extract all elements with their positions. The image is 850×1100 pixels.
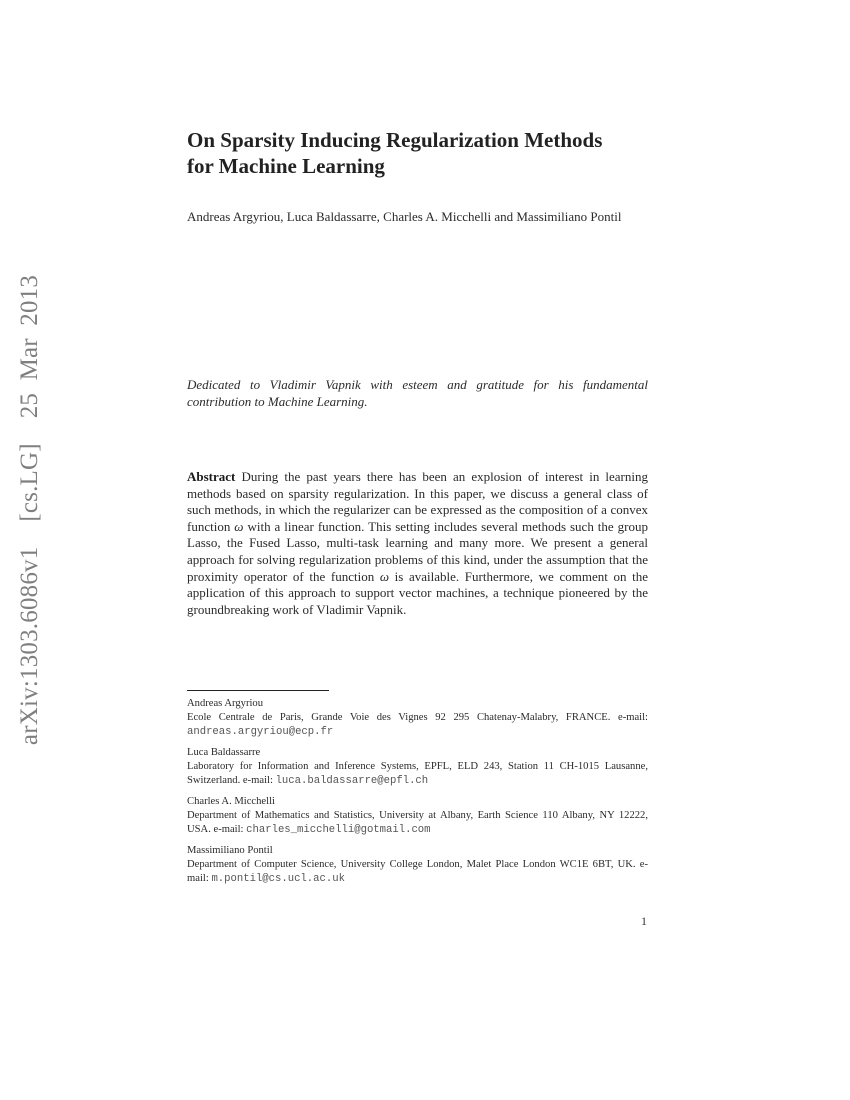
omega-symbol: ω [234, 518, 244, 534]
author-list: Andreas Argyriou, Luca Baldassarre, Charles A. Micchelli and Massimiliano Pontil [187, 209, 622, 224]
affiliation-address: Department of Mathematics and Statistics, University at Albany, Earth Science 110 Albany, NY 12222, USA. e-mail: [187, 810, 648, 835]
dedication: Dedicated to Vladimir Vapnik with esteem and gratitude for his fundamental contribution to Machine Learning. [187, 377, 648, 409]
affiliation-name: Massimiliano Pontil [187, 845, 273, 856]
arxiv-stamp-text [16, 275, 44, 745]
arxiv-category: [cs.LG] [16, 443, 43, 522]
email-link[interactable]: m.pontil@cs.ucl.ac.uk [211, 873, 345, 885]
affiliation-pontil [187, 844, 648, 886]
email-link[interactable]: charles_micchelli@gotmail.com [246, 824, 431, 836]
abstract-text-2: with a linear function. This setting includes several methods such the group Lasso, the Fused Lasso, multi-task learning and many more. We present a general approach for solving regularization problems of this kind, under the assumption that the proximity operator of the function [187, 518, 648, 584]
abstract-text-1: During the past years there has been an explosion of interest in learning methods based on sparsity regularization. In this paper, we discuss a general class of such methods, in which the regularizer can be expressed as the composition of a convex function [187, 469, 648, 534]
affiliation-name: Luca Baldassarre [187, 747, 261, 758]
arxiv-identifier: arXiv:1303.6086v1 [16, 546, 43, 746]
author-affiliations [187, 697, 648, 893]
title-line-1: On Sparsity Inducing Regularization Methods [187, 128, 603, 152]
affiliation-address: Ecole Centrale de Paris, Grande Voie des Vignes 92 295 Chatenay-Malabry, FRANCE. e-mail: [187, 712, 648, 723]
arxiv-date: 25 Mar 2013 [16, 274, 43, 419]
email-link[interactable]: andreas.argyriou@ecp.fr [187, 726, 334, 738]
abstract-label: Abstract [187, 469, 236, 484]
affiliation-address: Laboratory for Information and Inference Systems, EPFL, ELD 243, Station 11 CH-1015 Lausanne, Switzerland. e-mail: [187, 761, 648, 786]
affiliation-baldassarre [187, 746, 648, 788]
arxiv-stamp [12, 270, 48, 750]
page-number: 1 [641, 914, 647, 928]
affiliation-micchelli [187, 795, 648, 837]
title-line-2: for Machine Learning [187, 154, 385, 178]
email-link[interactable]: luca.baldassarre@epfl.ch [275, 775, 429, 787]
abstract [187, 469, 648, 618]
footnote-divider [187, 690, 329, 691]
paper-title [187, 127, 657, 179]
affiliation-name: Andreas Argyriou [187, 698, 264, 709]
abstract-text-3: is available. Furthermore, we comment on the application of this approach to support vector machines, a technique pioneered by the groundbreaking work of Vladimir Vapnik. [187, 568, 649, 617]
affiliation-name: Charles A. Micchelli [187, 796, 275, 807]
affiliation-argyriou [187, 697, 648, 739]
affiliation-address: Department of Computer Science, University College London, Malet Place London WC1E 6BT, UK. e-mail: [187, 859, 648, 884]
omega-symbol: ω [379, 568, 390, 584]
